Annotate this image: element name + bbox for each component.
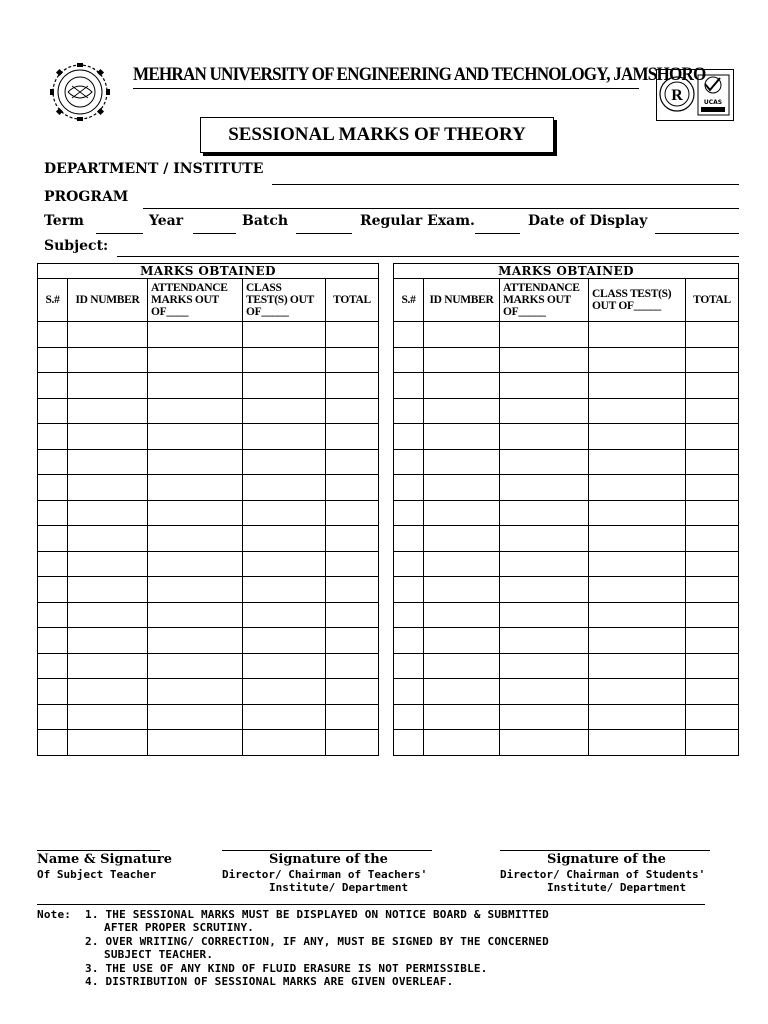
table-cell[interactable] <box>148 322 243 348</box>
table-cell[interactable] <box>500 398 589 424</box>
table-cell[interactable] <box>243 704 326 730</box>
table-cell[interactable] <box>38 577 68 603</box>
table-cell[interactable] <box>68 373 148 399</box>
table-cell[interactable] <box>424 577 500 603</box>
table-cell[interactable] <box>38 424 68 450</box>
table-cell[interactable] <box>424 449 500 475</box>
table-cell[interactable] <box>500 679 589 705</box>
table-cell[interactable] <box>243 500 326 526</box>
table-cell[interactable] <box>589 373 686 399</box>
table-cell[interactable] <box>686 577 739 603</box>
document-title: SESSIONAL MARKS OF THEORY <box>200 117 554 153</box>
table-cell[interactable] <box>38 730 68 756</box>
table-row <box>394 398 739 424</box>
table-row <box>38 398 379 424</box>
signature-line-teacher <box>37 850 160 851</box>
table-row <box>394 551 739 577</box>
col-serial: S.# <box>38 279 68 322</box>
table-cell[interactable] <box>589 551 686 577</box>
table-cell[interactable] <box>326 730 379 756</box>
table-cell[interactable] <box>38 347 68 373</box>
table-cell[interactable] <box>394 730 424 756</box>
department-line <box>272 184 739 185</box>
table-row <box>394 704 739 730</box>
signature-line-teachers-director <box>222 850 432 851</box>
table-cell[interactable] <box>589 347 686 373</box>
table-cell[interactable] <box>243 475 326 501</box>
table-cell[interactable] <box>589 577 686 603</box>
table-cell[interactable] <box>500 373 589 399</box>
table-row <box>394 730 739 756</box>
table-cell[interactable] <box>500 602 589 628</box>
table-cell[interactable] <box>589 628 686 654</box>
table-cell[interactable] <box>148 424 243 450</box>
table-row <box>38 704 379 730</box>
table-cell[interactable] <box>500 347 589 373</box>
table-cell[interactable] <box>243 424 326 450</box>
table-cell[interactable] <box>500 424 589 450</box>
table-cell[interactable] <box>424 373 500 399</box>
table-row <box>394 628 739 654</box>
date-of-display-label: Date of Display <box>528 213 648 229</box>
students-director-title: Director/ Chairman of Students' <box>500 868 706 881</box>
table-cell[interactable] <box>500 577 589 603</box>
table-cell[interactable] <box>326 679 379 705</box>
marks-obtained-header: MARKS OBTAINED <box>38 264 379 279</box>
table-cell[interactable] <box>394 424 424 450</box>
table-cell[interactable] <box>394 322 424 348</box>
table-cell[interactable] <box>38 653 68 679</box>
col-total: TOTAL <box>326 279 379 322</box>
col-id-number: ID NUMBER <box>68 279 148 322</box>
table-cell[interactable] <box>326 577 379 603</box>
note-2-cont: SUBJECT TEACHER. <box>104 948 214 961</box>
col-attendance: ATTENDANCE MARKS OUT OF____ <box>148 279 243 322</box>
table-cell[interactable] <box>68 730 148 756</box>
university-logo <box>40 62 120 122</box>
table-row <box>38 424 379 450</box>
term-line <box>96 233 143 234</box>
table-cell[interactable] <box>686 449 739 475</box>
table-cell[interactable] <box>243 398 326 424</box>
table-cell[interactable] <box>424 322 500 348</box>
table-row <box>38 449 379 475</box>
table-cell[interactable] <box>500 475 589 501</box>
note-label: Note: <box>37 908 72 921</box>
table-cell[interactable] <box>148 398 243 424</box>
table-cell[interactable] <box>589 526 686 552</box>
table-cell[interactable] <box>424 526 500 552</box>
table-cell[interactable] <box>589 424 686 450</box>
subject-line <box>117 256 739 257</box>
table-row <box>38 679 379 705</box>
table-cell[interactable] <box>500 730 589 756</box>
term-label: Term <box>44 213 84 229</box>
table-cell[interactable] <box>326 704 379 730</box>
registered-mark: R <box>671 87 683 104</box>
table-cell[interactable] <box>394 373 424 399</box>
table-cell[interactable] <box>394 551 424 577</box>
table-cell[interactable] <box>38 551 68 577</box>
table-row <box>394 602 739 628</box>
table-cell[interactable] <box>326 526 379 552</box>
table-cell[interactable] <box>68 628 148 654</box>
table-cell[interactable] <box>686 653 739 679</box>
table-row <box>38 628 379 654</box>
table-cell[interactable] <box>243 679 326 705</box>
table-cell[interactable] <box>243 653 326 679</box>
table-cell[interactable] <box>326 628 379 654</box>
table-cell[interactable] <box>326 398 379 424</box>
col-class-test: CLASS TEST(S) OUT OF_____ <box>243 279 326 322</box>
table-cell[interactable] <box>148 679 243 705</box>
right-marks-table <box>393 263 739 756</box>
table-cell[interactable] <box>686 322 739 348</box>
table-cell[interactable] <box>394 500 424 526</box>
table-cell[interactable] <box>326 449 379 475</box>
table-cell[interactable] <box>326 347 379 373</box>
table-cell[interactable] <box>394 653 424 679</box>
table-cell[interactable] <box>326 373 379 399</box>
table-cell[interactable] <box>243 526 326 552</box>
note-2: 2. OVER WRITING/ CORRECTION, IF ANY, MUST BE SIGNED BY THE CONCERNED <box>85 935 549 948</box>
table-cell[interactable] <box>686 704 739 730</box>
table-cell[interactable] <box>68 398 148 424</box>
table-cell[interactable] <box>148 577 243 603</box>
table-cell[interactable] <box>500 500 589 526</box>
table-cell[interactable] <box>148 347 243 373</box>
table-cell[interactable] <box>686 347 739 373</box>
table-cell[interactable] <box>68 526 148 552</box>
table-cell[interactable] <box>424 475 500 501</box>
table-cell[interactable] <box>38 373 68 399</box>
table-cell[interactable] <box>686 628 739 654</box>
table-cell[interactable] <box>589 730 686 756</box>
table-row <box>394 449 739 475</box>
table-cell[interactable] <box>243 322 326 348</box>
table-cell[interactable] <box>686 730 739 756</box>
table-cell[interactable] <box>424 628 500 654</box>
table-row <box>38 526 379 552</box>
table-cell[interactable] <box>68 679 148 705</box>
table-cell[interactable] <box>589 653 686 679</box>
university-name: MEHRAN UNIVERSITY OF ENGINEERING AND TECHNOLOGY, JAMSHORO <box>133 64 706 85</box>
table-cell[interactable] <box>148 551 243 577</box>
table-cell[interactable] <box>326 424 379 450</box>
table-cell[interactable] <box>394 577 424 603</box>
table-cell[interactable] <box>424 730 500 756</box>
table-cell[interactable] <box>686 373 739 399</box>
table-cell[interactable] <box>68 424 148 450</box>
teacher-signature-heading: Name & Signature <box>37 852 172 867</box>
table-cell[interactable] <box>500 704 589 730</box>
table-cell[interactable] <box>148 449 243 475</box>
table-cell[interactable] <box>243 730 326 756</box>
table-cell[interactable] <box>326 475 379 501</box>
table-cell[interactable] <box>686 500 739 526</box>
teacher-signature-sub: Of Subject Teacher <box>37 868 157 881</box>
table-row <box>394 475 739 501</box>
ucas-label: UCAS <box>703 99 723 106</box>
note-1-cont: AFTER PROPER SCRUTINY. <box>104 921 255 934</box>
table-cell[interactable] <box>424 551 500 577</box>
table-cell[interactable] <box>68 602 148 628</box>
table-cell[interactable] <box>68 449 148 475</box>
table-cell[interactable] <box>500 526 589 552</box>
table-cell[interactable] <box>686 475 739 501</box>
table-row <box>394 679 739 705</box>
table-cell[interactable] <box>38 526 68 552</box>
table-cell[interactable] <box>394 347 424 373</box>
table-cell[interactable] <box>68 704 148 730</box>
notes-divider <box>37 904 705 905</box>
table-cell[interactable] <box>68 322 148 348</box>
table-row <box>38 551 379 577</box>
table-cell[interactable] <box>326 551 379 577</box>
table-cell[interactable] <box>148 704 243 730</box>
table-cell[interactable] <box>394 398 424 424</box>
note-1: 1. THE SESSIONAL MARKS MUST BE DISPLAYED ON NOTICE BOARD & SUBMITTED <box>85 908 549 921</box>
table-cell[interactable] <box>38 475 68 501</box>
students-director-dept: Institute/ Department <box>547 881 687 894</box>
table-row <box>38 577 379 603</box>
program-label: PROGRAM <box>44 189 129 205</box>
table-row <box>38 653 379 679</box>
note-3: 3. THE USE OF ANY KIND OF FLUID ERASURE IS NOT PERMISSIBLE. <box>85 962 488 975</box>
table-cell[interactable] <box>243 373 326 399</box>
table-cell[interactable] <box>38 398 68 424</box>
table-cell[interactable] <box>243 347 326 373</box>
col-attendance: ATTENDANCE MARKS OUT OF_____ <box>500 279 589 322</box>
certification-logos <box>656 69 734 121</box>
batch-line <box>296 233 352 234</box>
table-cell[interactable] <box>243 551 326 577</box>
table-cell[interactable] <box>38 679 68 705</box>
registered-seal-icon <box>657 70 733 120</box>
table-cell[interactable] <box>394 628 424 654</box>
table-cell[interactable] <box>148 730 243 756</box>
table-cell[interactable] <box>394 704 424 730</box>
table-row <box>394 373 739 399</box>
table-cell[interactable] <box>243 602 326 628</box>
table-cell[interactable] <box>68 577 148 603</box>
table-cell[interactable] <box>500 449 589 475</box>
table-row <box>38 347 379 373</box>
table-cell[interactable] <box>394 449 424 475</box>
table-row <box>394 347 739 373</box>
year-line <box>193 233 236 234</box>
table-cell[interactable] <box>243 628 326 654</box>
table-cell[interactable] <box>424 347 500 373</box>
table-cell[interactable] <box>424 500 500 526</box>
table-cell[interactable] <box>326 322 379 348</box>
table-cell[interactable] <box>148 373 243 399</box>
table-cell[interactable] <box>394 679 424 705</box>
table-row <box>394 577 739 603</box>
table-row <box>394 424 739 450</box>
table-cell[interactable] <box>148 602 243 628</box>
teachers-director-heading: Signature of the <box>269 852 388 867</box>
date-of-display-line <box>655 233 739 234</box>
table-cell[interactable] <box>38 322 68 348</box>
table-cell[interactable] <box>686 398 739 424</box>
table-cell[interactable] <box>326 602 379 628</box>
table-row <box>394 322 739 348</box>
table-row <box>38 373 379 399</box>
table-row <box>38 730 379 756</box>
col-serial: S.# <box>394 279 424 322</box>
table-cell[interactable] <box>148 500 243 526</box>
table-cell[interactable] <box>326 653 379 679</box>
table-cell[interactable] <box>38 500 68 526</box>
table-cell[interactable] <box>68 347 148 373</box>
table-cell[interactable] <box>686 679 739 705</box>
table-cell[interactable] <box>686 424 739 450</box>
table-cell[interactable] <box>68 653 148 679</box>
table-row <box>38 475 379 501</box>
table-cell[interactable] <box>38 704 68 730</box>
title-underline <box>133 88 639 89</box>
col-total: TOTAL <box>686 279 739 322</box>
table-cell[interactable] <box>424 679 500 705</box>
table-cell[interactable] <box>589 500 686 526</box>
table-cell[interactable] <box>424 653 500 679</box>
table-cell[interactable] <box>38 602 68 628</box>
table-cell[interactable] <box>68 551 148 577</box>
year-label: Year <box>149 213 184 229</box>
table-cell[interactable] <box>589 322 686 348</box>
students-director-heading: Signature of the <box>547 852 666 867</box>
table-row <box>38 602 379 628</box>
table-cell[interactable] <box>394 602 424 628</box>
col-id-number: ID NUMBER <box>424 279 500 322</box>
signature-line-students-director <box>500 850 710 851</box>
marks-obtained-header: MARKS OBTAINED <box>394 264 739 279</box>
table-cell[interactable] <box>500 653 589 679</box>
table-cell[interactable] <box>148 628 243 654</box>
table-row <box>394 500 739 526</box>
table-cell[interactable] <box>148 475 243 501</box>
teachers-director-title: Director/ Chairman of Teachers' <box>222 868 428 881</box>
table-cell[interactable] <box>243 577 326 603</box>
table-cell[interactable] <box>686 526 739 552</box>
table-cell[interactable] <box>394 475 424 501</box>
batch-label: Batch <box>242 213 289 229</box>
note-4: 4. DISTRIBUTION OF SESSIONAL MARKS ARE GIVEN OVERLEAF. <box>85 975 454 988</box>
table-cell[interactable] <box>38 628 68 654</box>
table-cell[interactable] <box>38 449 68 475</box>
table-cell[interactable] <box>424 602 500 628</box>
table-cell[interactable] <box>589 398 686 424</box>
table-cell[interactable] <box>148 526 243 552</box>
table-cell[interactable] <box>500 322 589 348</box>
table-cell[interactable] <box>589 679 686 705</box>
regular-exam-label: Regular Exam. <box>360 213 475 229</box>
table-cell[interactable] <box>686 602 739 628</box>
table-cell[interactable] <box>326 500 379 526</box>
col-class-test: CLASS TEST(S) OUT OF_____ <box>589 279 686 322</box>
table-cell[interactable] <box>148 653 243 679</box>
program-line <box>143 208 739 209</box>
subject-label: Subject: <box>44 238 109 254</box>
table-cell[interactable] <box>500 551 589 577</box>
left-marks-table <box>37 263 379 756</box>
table-cell[interactable] <box>394 526 424 552</box>
table-cell[interactable] <box>243 449 326 475</box>
table-row <box>38 500 379 526</box>
table-cell[interactable] <box>589 602 686 628</box>
table-cell[interactable] <box>424 704 500 730</box>
regular-exam-line <box>475 233 520 234</box>
table-cell[interactable] <box>424 424 500 450</box>
table-row <box>394 526 739 552</box>
table-cell[interactable] <box>68 475 148 501</box>
table-cell[interactable] <box>589 475 686 501</box>
table-row <box>38 322 379 348</box>
table-row <box>394 653 739 679</box>
table-cell[interactable] <box>424 398 500 424</box>
table-cell[interactable] <box>68 500 148 526</box>
table-cell[interactable] <box>589 449 686 475</box>
department-label: DEPARTMENT / INSTITUTE <box>44 161 264 177</box>
table-cell[interactable] <box>500 628 589 654</box>
teachers-director-dept: Institute/ Department <box>269 881 409 894</box>
table-cell[interactable] <box>686 551 739 577</box>
table-cell[interactable] <box>589 704 686 730</box>
